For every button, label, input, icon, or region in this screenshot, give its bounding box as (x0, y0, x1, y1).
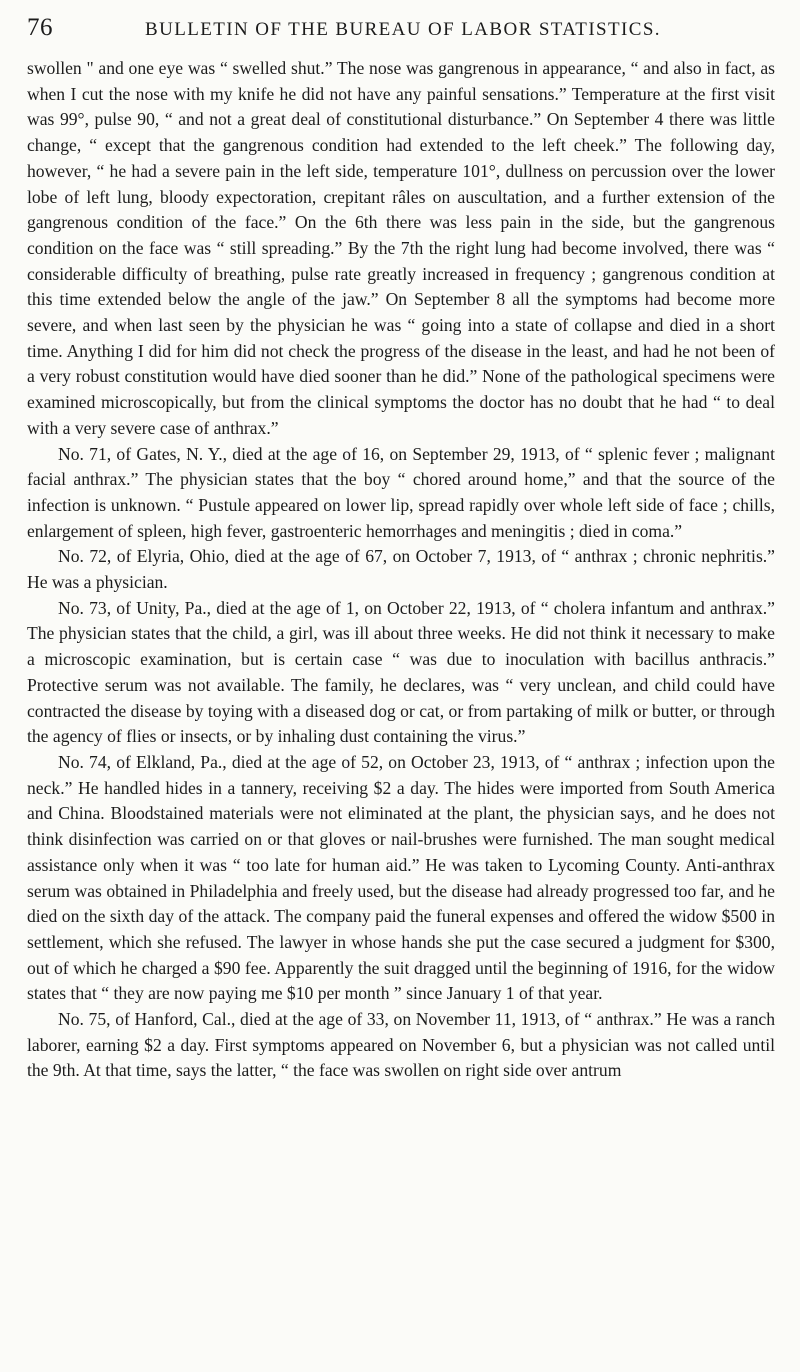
paragraph-case-72: No. 72, of Elyria, Ohio, died at the age of 67, on October 7, 1913, of “ anthrax ; chronic nephritis.” He was a physician. (27, 546, 775, 593)
paragraph-case-75: No. 75, of Hanford, Cal., died at the age of 33, on November 11, 1913, of “ anthrax.” He was a ranch laborer, earning $2 a day. First symptoms appeared on November 6, but a physician was not called until the 9th. At that time, says the latter, “ the face was swollen on right side over antrum (27, 1009, 775, 1081)
page-number: 76 (27, 14, 53, 41)
paragraph-case-71: No. 71, of Gates, N. Y., died at the age of 16, on September 29, 1913, of “ splenic fever ; malignant facial anthrax.” The physician states that the boy “ chored around home,” and that the source of the infection is unknown. “ Pustule appeared on lower lip, spread rapidly over whole left side of face ; chills, enlargement of spleen, high fever, gastroenteric hemorrhages and meningitis ; died in coma.” (27, 443, 775, 541)
paragraph-case-74: No. 74, of Elkland, Pa., died at the age of 52, on October 23, 1913, of “ anthrax ; infection upon the neck.” He handled hides in a tannery, receiving $2 a day. The hides were imported from South America and China. Bloodstained materials were not eliminated at the plant, the physician says, and he does not think disinfection was carried on or that gloves or nail-brushes were furnished. The man sought medical assistance only when it was “ too late for human aid.” He was taken to Lycoming County. Anti-anthrax serum was obtained in Philadelphia and freely used, but the disease had already progressed too far, and he died on the sixth day of the attack. The company paid the funeral expenses and offered the widow $500 in settlement, which she refused. The lawyer in whose hands she put the case secured a judgment for $300, out of which he charged a $90 fee. Apparently the suit dragged until the beginning of 1916, for the widow states that “ they are now paying me $10 per month ” since January 1 of that year. (27, 751, 775, 1004)
running-head: BULLETIN OF THE BUREAU OF LABOR STATISTICS. (145, 19, 661, 40)
page-header (27, 0, 775, 50)
body-text (27, 56, 775, 1084)
paragraph-case-73: No. 73, of Unity, Pa., died at the age of 1, on October 22, 1913, of “ cholera infantum and anthrax.” The physician states that the child, a girl, was ill about three weeks. He did not think it necessary to make a microscopic examination, but is certain case “ was due to inoculation with bacillus anthracis.” Protective serum was not available. The family, he declares, was “ very unclean, and child could have contracted the disease by toying with a diseased dog or cat, or from partaking of milk or butter, or through the agency of flies or insects, or by inhaling dust containing the virus.” (27, 597, 775, 747)
paragraph-continuation: swollen " and one eye was “ swelled shut.” The nose was gangrenous in appearance, “ and also in fact, as when I cut the nose with my knife he did not have any painful sensations.” Temperature at the first visit was 99°, pulse 90, “ and not a great deal of constitutional disturbance.” On September 4 there was little change, “ except that the gangrenous condition had extended to the left cheek.” The following day, however, “ he had a severe pain in the left side, temperature 101°, dullness on percussion over the lower lobe of left lung, bloody expectoration, crepitant râles on auscultation, and a further extension of the gangrenous condition of the face.” On the 6th there was less pain in the side, but the gangrenous condition on the face was “ still spreading.” By the 7th the right lung had become involved, there was “ considerable difficulty of breathing, pulse rate greatly increased in frequency ; gangrenous condition at this time extended below the angle of the jaw.” On September 8 all the symptoms had become more severe, and when last seen by the physician he was “ going into a state of collapse and died in a short time. Anything I did for him did not check the progress of the disease in the least, and had he not been of a very robust constitution would have died sooner than he did.” None of the pathological specimens were examined microscopically, but from the clinical symptoms the doctor has no doubt that he had “ to deal with a very severe case of anthrax.” (27, 58, 775, 438)
